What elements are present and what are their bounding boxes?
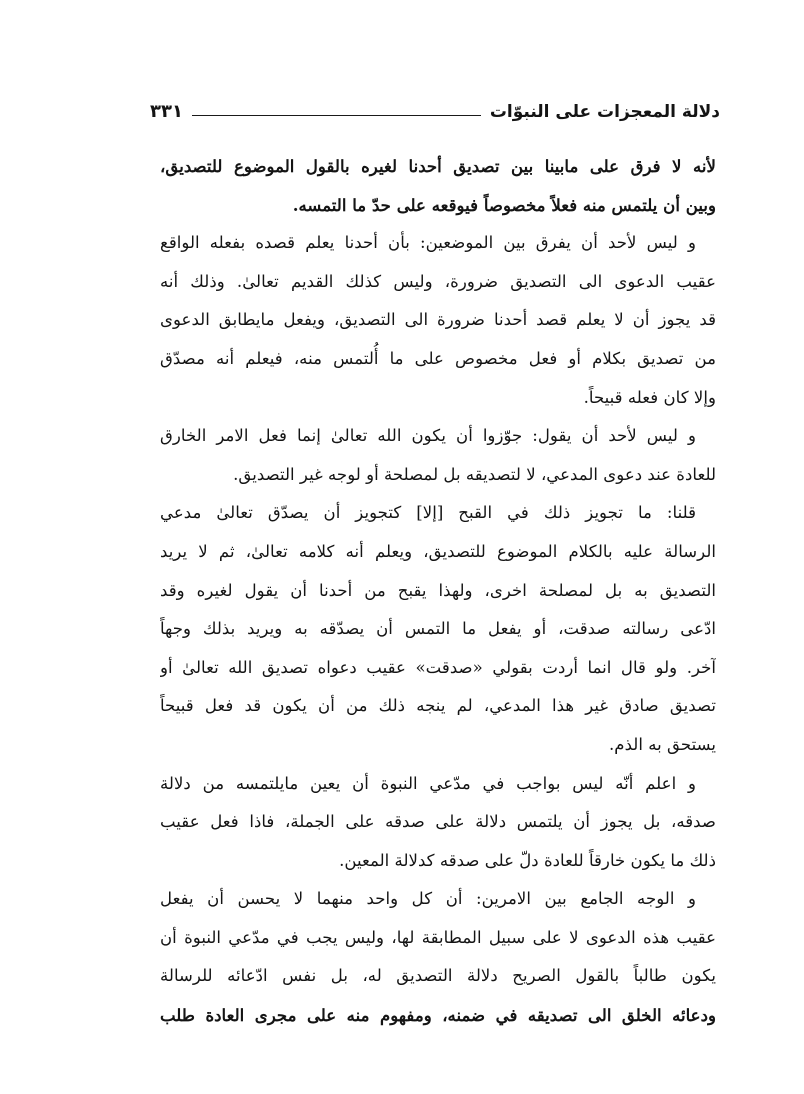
text-line: و ليس لأحد أن يفرق بين الموضعين: بأن أحدنا يعلم قصده بفعله الواقع xyxy=(160,233,696,253)
paragraph xyxy=(160,147,716,224)
text-line: عقيب الدعوى الى التصديق ضرورة، وليس كذلك القديم تعالىٰ. وذلك أنه xyxy=(160,271,716,291)
text-line: ذلك ما يكون خارقاً للعادة دلّ على صدقه كدلالة المعين. xyxy=(339,850,716,870)
text-line: تصديق صادق غير هذا المدعي، لم ينجه ذلك من أن يكون قد فعل قبيحاً xyxy=(160,696,716,716)
body-text xyxy=(160,147,716,1035)
paragraph xyxy=(160,494,716,764)
paragraph xyxy=(160,880,716,1034)
text-line: يستحق به الذم. xyxy=(609,734,716,754)
text-line: ودعائه الخلق الى تصديقه في ضمنه، ومفهوم منه على مجرى العادة طلب xyxy=(160,1005,716,1026)
text-line: لأنه لا فرق على مابينا بين تصديق أحدنا لغيره بالقول الموضوع للتصديق، xyxy=(160,156,716,176)
paragraph xyxy=(160,765,716,881)
text-line: يكون طالباً بالقول الصريح دلالة التصديق له، بل نفس ادّعائه للرسالة xyxy=(160,966,716,986)
running-header xyxy=(150,95,720,129)
paragraph xyxy=(160,224,716,417)
text-line: التصديق به بل لمصلحة اخرى، ولهذا يقبح من أحدنا أن يقول لغيره وقد xyxy=(160,580,716,600)
text-line: آخر. ولو قال انما أردت بقولي «صدقت» عقيب دعواه تصديق الله تعالىٰ أو xyxy=(160,657,716,677)
header-rule xyxy=(192,115,481,116)
paragraph xyxy=(160,417,716,494)
running-title: دلالة المعجزات على النبوّات xyxy=(489,101,720,122)
text-line: وبين أن يلتمس منه فعلاً مخصوصاً فيوقعه على حدّ ما التمسه. xyxy=(292,194,716,215)
text-line: من تصديق بكلام أو فعل مخصوص على ما أُلتمس منه، فيعلم أنه مصدّق xyxy=(160,348,716,368)
text-line: صدقه، بل يجوز أن يلتمس دلالة على صدقه على الجملة، فاذا فعل عقيب xyxy=(160,812,716,832)
text-line: و الوجه الجامع بين الامرين: أن كل واحد منهما لا يحسن أن يفعل xyxy=(160,889,696,909)
text-line: و اعلم أنّه ليس بواجب في مدّعي النبوة أن يعين مايلتمسه من دلالة xyxy=(160,773,696,793)
text-line: للعادة عند دعوى المدعي، لا لتصديقه بل لمصلحة أو لوجه غير التصديق. xyxy=(233,464,716,484)
text-line: الرسالة عليه بالكلام الموضوع للتصديق، ويعلم أنه كلامه تعالىٰ، ثم لا يريد xyxy=(160,541,716,561)
text-line: و ليس لأحد أن يقول: جوّزوا أن يكون الله تعالىٰ إنما فعل الامر الخارق xyxy=(160,426,696,446)
text-line: ادّعى رسالته صدقت، أو يفعل ما التمس أن يصدّقه به ويريد بذلك وجهاً xyxy=(160,619,716,639)
text-line: عقيب هذه الدعوى لا على سبيل المطابقة لها، وليس يجب في مدّعي النبوة أن xyxy=(160,927,716,947)
text-line: وإلا كان فعله قبيحاً. xyxy=(583,387,716,407)
text-line: قلنا: ما تجويز ذلك في القبح [إلا] كتجويز أن يصدّق تعالىٰ مدعي xyxy=(160,503,696,523)
text-line: قد يجوز أن لا يعلم قصد أحدنا ضرورة الى التصديق، ويفعل مايطابق الدعوى xyxy=(160,310,716,330)
page-number: ٣٣١ xyxy=(150,101,183,122)
